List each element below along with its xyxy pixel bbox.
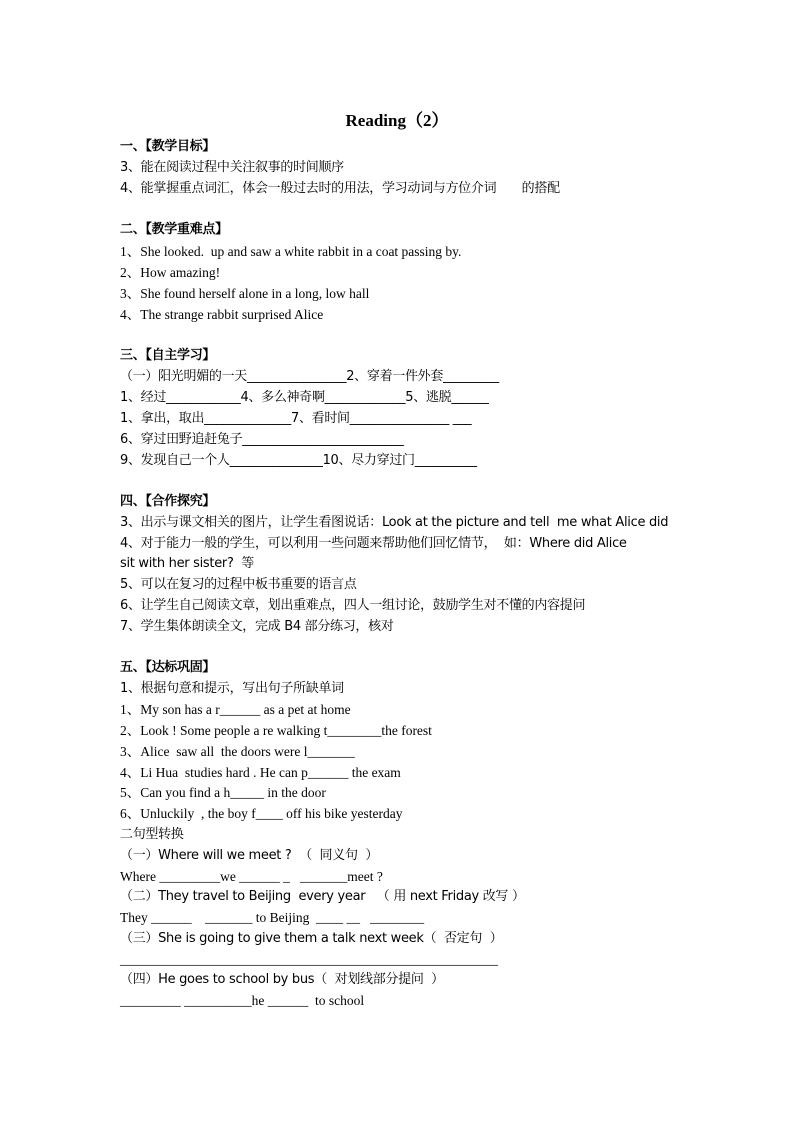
exercise-line: Where _________we ______ _ _______meet ? [120,869,383,884]
exercise-line: 2、Look ! Some people a re walking t________the forest [120,723,432,738]
section-heading-cooperation: 四、【合作探究】 [120,494,216,509]
exercise-line: （四）He goes to school by bus（ 对划线部分提问 ） [120,972,444,987]
exercise-line: 3、Alice saw all the doors were l_______ [120,744,355,759]
keypoint-line: 4、The strange rabbit surprised Alice [120,307,324,322]
cooperation-line: 3、出示与课文相关的图片，让学生看图说话：Look at the picture and tell me what Alice did [120,515,669,530]
selfstudy-line: 1、经过____________4、多么神奇啊_____________5、逃脱______ [120,390,489,405]
exercise-line: 6、Unluckily , the boy f____ off his bike yesterday [120,806,403,821]
cooperation-line: sit with her sister? 等 [120,556,254,571]
exercise-line: （二）They travel to Beijing every year （ 用 next Friday 改写 ） [120,889,525,904]
cooperation-line: 5、可以在复习的过程中板书重要的语言点 [120,577,357,592]
exercise-instruction: 1、根据句意和提示，写出句子所缺单词 [120,681,344,696]
selfstudy-line: （一）阳光明媚的一天________________2、穿着一件外套_________ [120,369,499,384]
answer-blank-line: ________________________________________________________ [120,952,498,967]
keypoint-line: 3、She found herself alone in a long, low hall [120,286,370,301]
selfstudy-line: 1、拿出，取出______________7、看时间________________ ___ [120,411,472,426]
keypoint-line: 1、She looked. up and saw a white rabbit in a coat passing by. [120,244,462,259]
selfstudy-line: 6、穿过田野追赶兔子__________________________ [120,432,404,447]
cooperation-line: 4、对于能力一般的学生，可以利用一些问题来帮助他们回忆情节， 如：Where did Alice [120,536,627,551]
section-heading-goals: 一、【教学目标】 [120,139,216,154]
section-heading-selfstudy: 三、【自主学习】 [120,348,216,363]
exercise-line: （一）Where will we meet ? （ 同义句 ） [120,848,379,863]
page-title: Reading（2） [345,111,449,130]
exercise-line: _________ __________he ______ to school [120,993,365,1008]
exercise-heading: 二句型转换 [120,827,184,842]
keypoint-line: 2、How amazing! [120,265,221,280]
exercise-line: 4、Li Hua studies hard . He can p______ the exam [120,765,401,780]
goal-line: 4、能掌握重点词汇，体会一般过去时的用法，学习动词与方位介词 的搭配 [120,181,560,196]
cooperation-line: 7、学生集体朗读全文，完成 B4 部分练习，核对 [120,619,394,634]
exercise-line: 5、Can you find a h_____ in the door [120,785,326,800]
section-heading-consolidation: 五、【达标巩固】 [120,660,216,675]
selfstudy-line: 9、发现自己一个人_______________10、尽力穿过门__________ [120,453,477,468]
exercise-line: 1、My son has a r______ as a pet at home [120,702,351,717]
exercise-line: （三）She is going to give them a talk next week（ 否定句 ） [120,931,503,946]
section-heading-keypoints: 二、【教学重难点】 [120,222,228,237]
goal-line: 3、能在阅读过程中关注叙事的时间顺序 [120,160,344,175]
cooperation-line: 6、让学生自己阅读文章，划出重难点，四人一组讨论，鼓励学生对不懂的内容提问 [120,598,586,613]
exercise-line: They ______ _______ to Beijing ____ __ ________ [120,910,425,925]
